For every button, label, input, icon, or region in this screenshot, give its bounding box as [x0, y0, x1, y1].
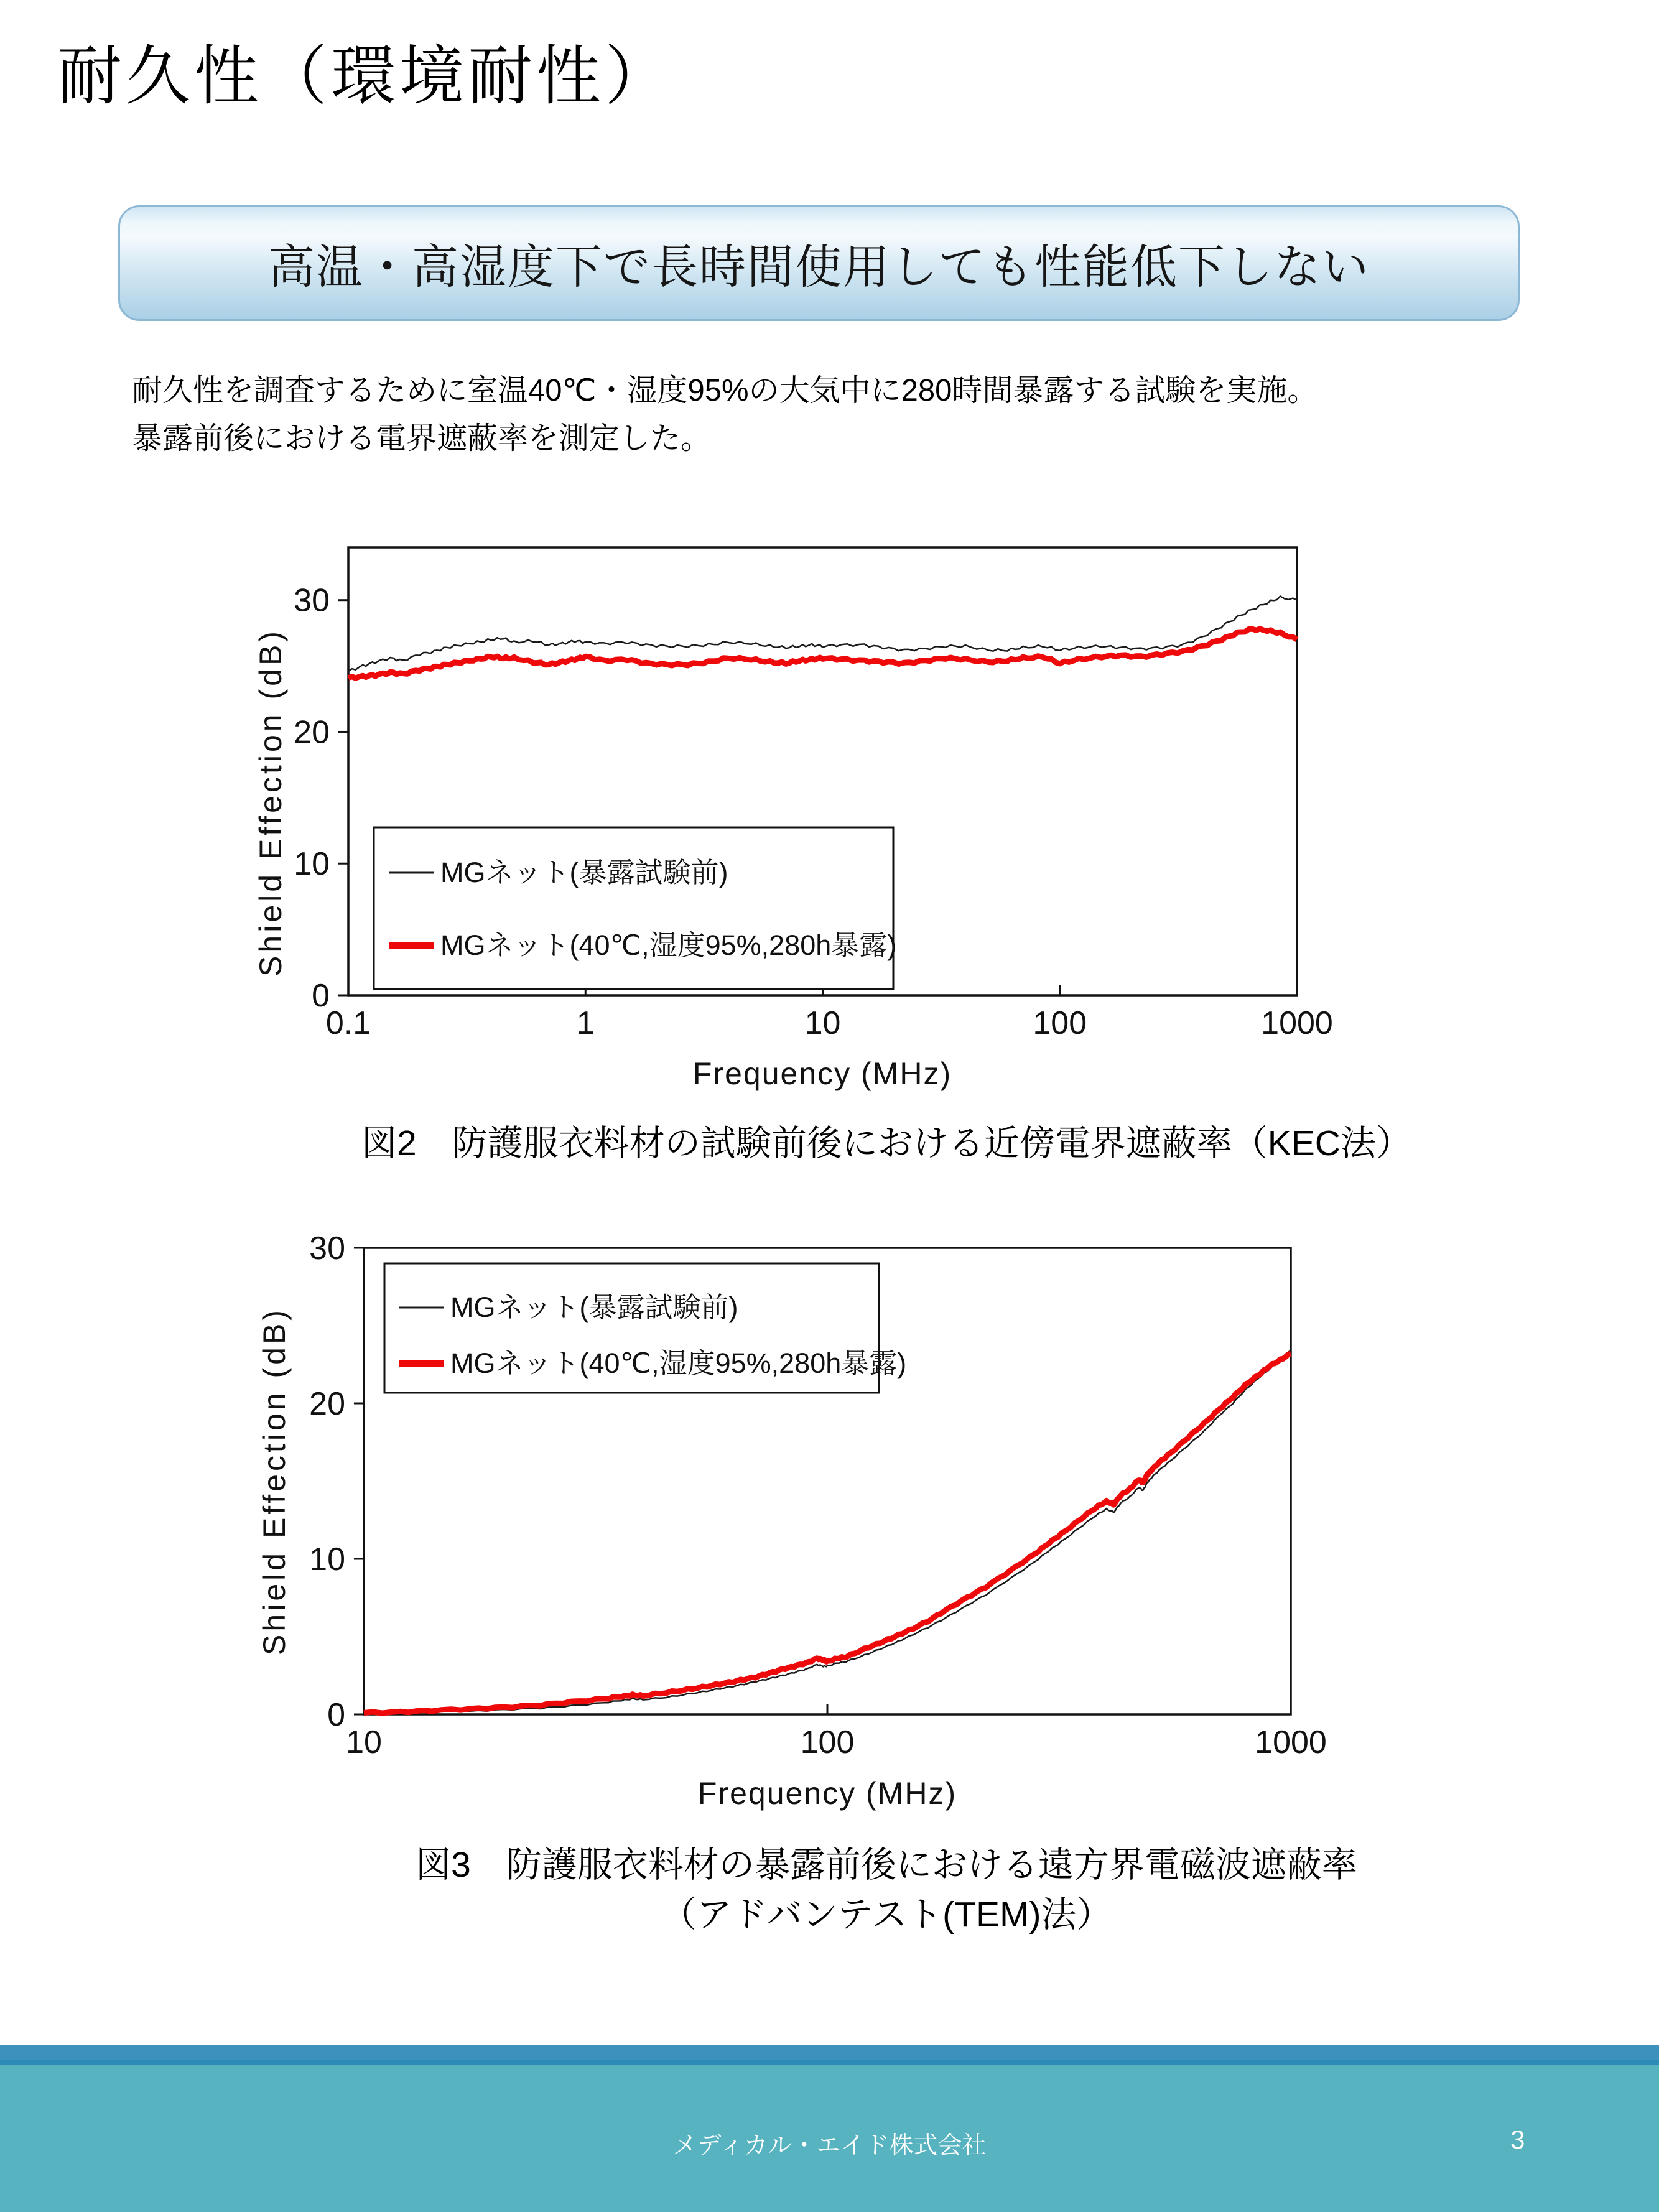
legend: [384, 1263, 906, 1393]
figure3-caption-line1: 図3 防護服衣料材の暴露前後における遠方界電磁波遮蔽率: [416, 1845, 1357, 1885]
y-tick-label: 30: [309, 1230, 345, 1266]
y-tick-label: 30: [294, 582, 330, 619]
y-tick-label: 10: [294, 846, 330, 883]
legend-label-pre: MGネット(暴露試験前): [450, 1291, 738, 1323]
x-tick-label: 10: [346, 1724, 382, 1760]
series-line-post-exposure: [364, 1354, 1291, 1713]
figure2-caption: 図2 防護服衣料材の試験前後における近傍電界遮蔽率（KEC法）: [361, 1123, 1411, 1163]
highlight-banner: [118, 205, 1520, 321]
x-tick-label: 10: [804, 1005, 841, 1041]
legend-label-post: MGネット(40℃,湿度95%,280h暴露): [450, 1347, 907, 1379]
figure3-caption-line2: （アドバンテスト(TEM)法）: [661, 1895, 1112, 1935]
footer-top-stripe: [0, 2045, 1659, 2060]
y-tick-label: 20: [294, 714, 330, 751]
footer-page-number: 3: [1510, 2125, 1525, 2154]
series-line-post-exposure: [348, 629, 1297, 678]
y-tick-label: 10: [309, 1541, 345, 1578]
x-tick-label: 100: [800, 1724, 855, 1760]
x-tick-label: 100: [1033, 1005, 1087, 1041]
figure3-caption: [156, 1840, 1617, 1940]
page-title: 耐久性（環境耐性）: [57, 40, 674, 113]
x-tick-label: 0.1: [325, 1005, 371, 1041]
x-axis-label: Frequency (MHz): [692, 1056, 952, 1091]
legend-label-pre: MGネット(暴露試験前): [440, 857, 728, 888]
y-tick-label: 0: [327, 1697, 345, 1733]
y-axis-label: Shield Effection (dB): [253, 628, 288, 977]
body-line-2: 暴露前後における電界遮蔽率を測定した。: [132, 422, 712, 455]
footer-accent-line: [0, 2060, 1659, 2065]
x-axis-label: Frequency (MHz): [697, 1776, 957, 1811]
x-tick-label: 1000: [1261, 1005, 1333, 1041]
footer-company-name: メディカル・エイド株式会社: [672, 2132, 987, 2159]
y-axis-label: Shield Effection (dB): [257, 1307, 292, 1655]
legend-box: [374, 827, 893, 989]
banner-text: 高温・高湿度下で長時間使用しても性能低下しない: [267, 240, 1370, 293]
body-paragraph: [132, 367, 1563, 463]
y-tick-label: 0: [312, 978, 330, 1014]
legend: [374, 827, 896, 989]
body-line-1: 耐久性を調査するために室温40℃・湿度95%の大気中に280時間暴露する試験を実施。: [132, 374, 1318, 407]
x-tick-label: 1000: [1255, 1724, 1327, 1760]
figure3-chart: [249, 1213, 1344, 1835]
figure2-chart: [249, 532, 1344, 1123]
y-tick-label: 20: [309, 1386, 345, 1422]
x-tick-label: 1: [576, 1005, 595, 1041]
footer-bar: [0, 2045, 1659, 2212]
legend-label-post: MGネット(40℃,湿度95%,280h暴露): [440, 929, 897, 961]
